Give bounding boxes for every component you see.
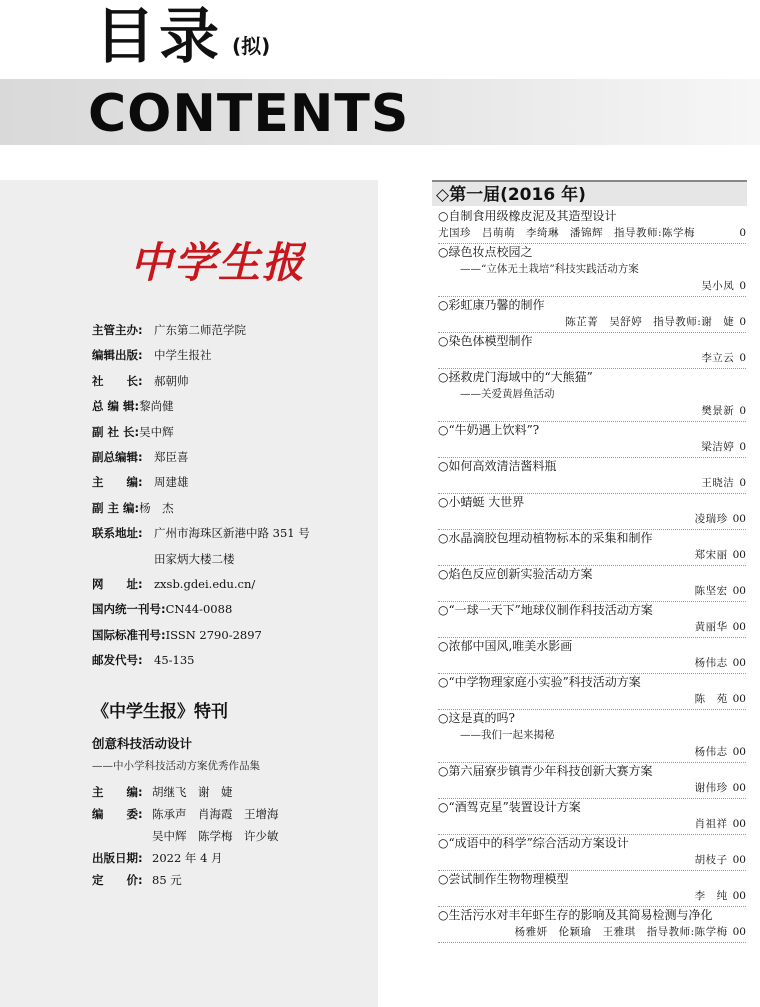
masthead-value: 周建雄 <box>154 475 189 490</box>
masthead-label: 主管主办: <box>92 323 143 337</box>
masthead-value: 郑臣喜 <box>154 449 189 464</box>
toc-entry-authors: 郑宋丽 <box>694 549 728 561</box>
toc-entry-authors: 尤国珍 吕萌萌 李绮琳 潘锦辉 指导教师:陈学梅 <box>438 227 696 239</box>
toc-entry-authors: 陈芷菁 吴舒婷 指导教师:谢 婕 <box>565 316 735 328</box>
masthead-row <box>92 648 310 673</box>
toc-entry-page: 0 <box>739 405 746 417</box>
toc-entry-authors: 李立云 <box>701 352 735 364</box>
toc-entry-title: ○自制食用级橡皮泥及其造型设计 <box>438 209 617 223</box>
special-info-row <box>92 825 279 847</box>
toc-entry[interactable] <box>438 333 746 369</box>
toc-entry-meta <box>438 475 746 492</box>
toc-entry-page: 00 <box>732 818 746 830</box>
toc-entry-meta <box>438 924 746 941</box>
toc-entry-page: 00 <box>732 926 746 938</box>
toc-entry-title: ○“一球一天下”地球仪制作科技活动方案 <box>438 603 653 617</box>
toc-entry-meta <box>438 816 746 833</box>
toc-entry-meta <box>438 403 746 420</box>
toc-entry-right <box>565 314 746 331</box>
masthead-row <box>92 394 310 419</box>
toc-entry-page: 0 <box>739 280 746 292</box>
toc-entry-meta <box>438 547 746 564</box>
toc-entry-authors: 黄丽华 <box>694 621 728 633</box>
toc-entry-page: 00 <box>732 621 746 633</box>
masthead-row <box>92 597 310 622</box>
special-info-label: 编 委: <box>92 807 143 821</box>
page-title: 目录 <box>95 2 223 72</box>
toc-entry-meta <box>438 780 746 797</box>
logo-calligraphy <box>130 234 306 286</box>
masthead-label: 副总编辑: <box>92 449 143 464</box>
toc-entry-authors: 樊景新 <box>701 405 735 417</box>
toc-entry-right <box>701 403 746 420</box>
toc-entry-title: ○“牛奶遇上饮料”? <box>438 423 540 437</box>
special-info-row <box>92 847 279 869</box>
special-info-row <box>92 781 279 803</box>
toc-entry-title: ○如何高效清洁酱料瓶 <box>438 459 557 473</box>
special-info-label: 定 价: <box>92 873 143 887</box>
toc-entry-meta <box>438 278 746 295</box>
toc-entry-meta <box>438 314 746 331</box>
toc-entry-right <box>695 547 746 564</box>
toc-entry-right <box>695 511 746 528</box>
masthead-label: 总 编 辑: <box>92 399 140 414</box>
toc-entry-right <box>695 619 746 636</box>
masthead-label: 编辑出版: <box>92 348 143 363</box>
toc-entry[interactable] <box>438 422 746 458</box>
toc-entry-authors: 谢伟珍 <box>694 782 728 794</box>
toc-entry-title: ○染色体模型制作 <box>438 334 533 348</box>
toc-entry-title: ○拯救虎门海域中的“大熊猫” <box>438 370 593 384</box>
special-issue-block <box>92 700 279 891</box>
toc-entry-title: ○彩虹康乃馨的制作 <box>438 298 545 312</box>
special-issue-title: 《中学生报》特刊 <box>92 702 228 722</box>
toc-entry-authors: 杨雅妍 伦颖瑜 王雅琪 指导教师:陈学梅 <box>514 926 728 938</box>
masthead-row <box>92 547 310 572</box>
masthead-value: CN44-0088 <box>165 602 233 617</box>
toc-entry-meta <box>438 888 746 905</box>
masthead-row <box>92 343 310 368</box>
toc-entry[interactable] <box>438 907 746 943</box>
masthead-label: 国内统一刊号: <box>92 602 166 617</box>
toc-entry-page: 00 <box>732 549 746 561</box>
toc-entry-page: 00 <box>732 782 746 794</box>
special-issue-info <box>92 781 279 891</box>
toc-entry-page: 00 <box>732 890 746 902</box>
section-heading: ◇第一届(2016 年) <box>432 180 747 206</box>
toc-entry-meta <box>438 350 746 367</box>
masthead-row <box>92 318 310 343</box>
toc-entry-subtitle: ——“立体无土栽培”科技实践活动方案 <box>460 263 639 275</box>
masthead-value: 田家炳大楼二楼 <box>154 551 235 566</box>
toc-entry-meta <box>438 619 746 636</box>
masthead-row <box>92 496 310 521</box>
toc-entry-authors: 梁洁婷 <box>701 441 735 453</box>
masthead-row <box>92 369 310 394</box>
toc-entry-right <box>737 225 746 242</box>
special-info-row <box>92 803 279 825</box>
toc-entry-meta <box>438 511 746 528</box>
toc-entry-subtitle: ——我们一起来揭秘 <box>460 729 555 741</box>
toc-entry-meta <box>438 852 746 869</box>
toc-entry[interactable] <box>438 208 746 244</box>
toc-entry-right <box>701 350 746 367</box>
special-info-value: 陈承声 肖海霞 王增海 <box>152 807 279 821</box>
special-info-label: 出版日期: <box>92 851 143 865</box>
masthead-row <box>92 445 310 470</box>
special-info-value: 2022 年 4 月 <box>152 851 223 865</box>
english-title: CONTENTS <box>88 84 410 144</box>
masthead-value: 郝朝帅 <box>154 373 189 388</box>
toc-entry-page: 00 <box>732 854 746 866</box>
toc-entry-authors: 肖祖祥 <box>694 818 728 830</box>
toc-entry-page: 0 <box>739 352 746 364</box>
toc-entry-right <box>695 744 746 761</box>
toc-entry-page: 0 <box>739 477 746 489</box>
special-info-row <box>92 869 279 891</box>
masthead-row <box>92 572 310 597</box>
toc-entry-title: ○焰色反应创新实验活动方案 <box>438 567 593 581</box>
toc-entry-right <box>701 278 746 295</box>
special-issue-name: 创意科技活动设计 <box>92 736 193 751</box>
masthead-row <box>92 470 310 495</box>
toc-entry-authors: 杨伟志 <box>694 746 728 758</box>
toc-entry-title: ○小蜻蜓 大世界 <box>438 495 525 509</box>
special-info-value: 胡继飞 谢 婕 <box>152 785 233 799</box>
toc-entry-authors: 杨伟志 <box>694 657 728 669</box>
toc-entry-page: 00 <box>732 657 746 669</box>
special-info-value: 85 元 <box>152 873 182 887</box>
table-of-contents <box>438 208 746 943</box>
toc-entry-meta <box>438 439 746 456</box>
toc-entry-right <box>695 655 746 672</box>
toc-entry[interactable] <box>438 458 746 494</box>
toc-entry-page: 0 <box>739 316 746 328</box>
masthead-value: zxsb.gdei.edu.cn/ <box>154 576 256 591</box>
masthead-value: 中学生报社 <box>154 348 212 363</box>
masthead-value: 吴中辉 <box>139 424 174 439</box>
masthead-label: 副 社 长: <box>92 424 140 439</box>
logo-text: 中学生报 <box>130 238 306 286</box>
toc-entry-page: 00 <box>732 693 746 705</box>
toc-entry[interactable] <box>438 369 746 422</box>
toc-entry[interactable] <box>438 297 746 333</box>
masthead-label: 国际标准刊号: <box>92 627 166 642</box>
toc-entry-page: 0 <box>739 227 746 239</box>
masthead-label: 社 长: <box>92 373 143 388</box>
toc-entry-authors: 凌瑞珍 <box>694 513 728 525</box>
toc-entry-meta <box>438 691 746 708</box>
special-info-label: 主 编: <box>92 785 143 799</box>
toc-entry-title: ○第六届寮步镇青少年科技创新大赛方案 <box>438 764 653 778</box>
special-info-value: 吴中辉 陈学梅 许少敏 <box>152 829 279 843</box>
toc-entry-meta <box>438 744 746 761</box>
toc-entry-authors: 李 纯 <box>694 890 728 902</box>
toc-entry[interactable] <box>438 566 746 602</box>
masthead-label: 邮发代号: <box>92 653 143 668</box>
toc-entry-title: ○浓郁中国风,唯美水影画 <box>438 639 573 653</box>
masthead-label: 网 址: <box>92 576 143 591</box>
masthead-value: 广东第二师范学院 <box>154 323 246 337</box>
toc-entry-right <box>701 475 746 492</box>
toc-entry-subtitle: ——关爱黄唇鱼活动 <box>460 388 555 400</box>
title-note: (拟) <box>232 34 271 58</box>
masthead-value: 杨 杰 <box>139 500 174 515</box>
masthead-row <box>92 521 310 546</box>
toc-entry-title: ○绿色妆点校园之 <box>438 245 533 259</box>
toc-entry-meta <box>438 655 746 672</box>
toc-entry-page: 00 <box>732 585 746 597</box>
toc-entry[interactable] <box>438 710 746 763</box>
masthead-label: 主 编: <box>92 475 143 490</box>
toc-entry-right <box>695 816 746 833</box>
masthead-value: 广州市海珠区新港中路 351 号 <box>154 526 310 541</box>
toc-entry-page: 00 <box>732 513 746 525</box>
toc-entry-title: ○这是真的吗? <box>438 711 515 725</box>
toc-entry-title: ○“酒驾克星”装置设计方案 <box>438 800 581 814</box>
toc-entry[interactable] <box>438 530 746 566</box>
newspaper-logo <box>130 234 306 286</box>
toc-entry[interactable] <box>438 494 746 530</box>
toc-entry-title: ○水晶滴胶包埋动植物标本的采集和制作 <box>438 531 653 545</box>
toc-entry[interactable] <box>438 244 746 297</box>
toc-entry[interactable] <box>438 835 746 871</box>
toc-entry[interactable] <box>438 763 746 799</box>
toc-entry[interactable] <box>438 799 746 835</box>
masthead-value: 黎尚健 <box>139 399 174 414</box>
toc-entry-right <box>695 583 746 600</box>
masthead-value: ISSN 2790-2897 <box>165 627 262 642</box>
toc-entry[interactable] <box>438 602 746 638</box>
toc-entry-meta <box>438 583 746 600</box>
toc-entry-authors: 陈 苑 <box>694 693 728 705</box>
toc-entry-meta <box>438 225 746 242</box>
toc-entry[interactable] <box>438 674 746 710</box>
toc-entry[interactable] <box>438 871 746 907</box>
toc-entry-right <box>695 852 746 869</box>
toc-entry[interactable] <box>438 638 746 674</box>
toc-entry-authors: 吴小凤 <box>701 280 735 292</box>
masthead-label: 联系地址: <box>92 526 143 541</box>
toc-entry-title: ○生活污水对丰年虾生存的影响及其简易检测与净化 <box>438 908 713 922</box>
toc-entry-right <box>695 691 746 708</box>
toc-entry-authors: 王晓洁 <box>701 477 735 489</box>
masthead-info <box>92 318 310 673</box>
special-issue-desc: ——中小学科技活动方案优秀作品集 <box>92 760 260 772</box>
toc-entry-title: ○“中学物理家庭小实验”科技活动方案 <box>438 675 641 689</box>
toc-entry-page: 00 <box>732 746 746 758</box>
toc-entry-right <box>701 439 746 456</box>
toc-entry-authors: 胡枝子 <box>694 854 728 866</box>
toc-entry-page: 0 <box>739 441 746 453</box>
toc-entry-title: ○尝试制作生物物理模型 <box>438 872 569 886</box>
toc-entry-right <box>515 924 746 941</box>
masthead-row <box>92 420 310 445</box>
masthead-row <box>92 623 310 648</box>
toc-entry-right <box>695 780 746 797</box>
toc-entry-title: ○“成语中的科学”综合活动方案设计 <box>438 836 629 850</box>
masthead-label: 副 主 编: <box>92 500 140 515</box>
toc-entry-authors: 陈坚宏 <box>694 585 728 597</box>
toc-entry-right <box>695 888 746 905</box>
masthead-value: 45-135 <box>154 653 195 668</box>
